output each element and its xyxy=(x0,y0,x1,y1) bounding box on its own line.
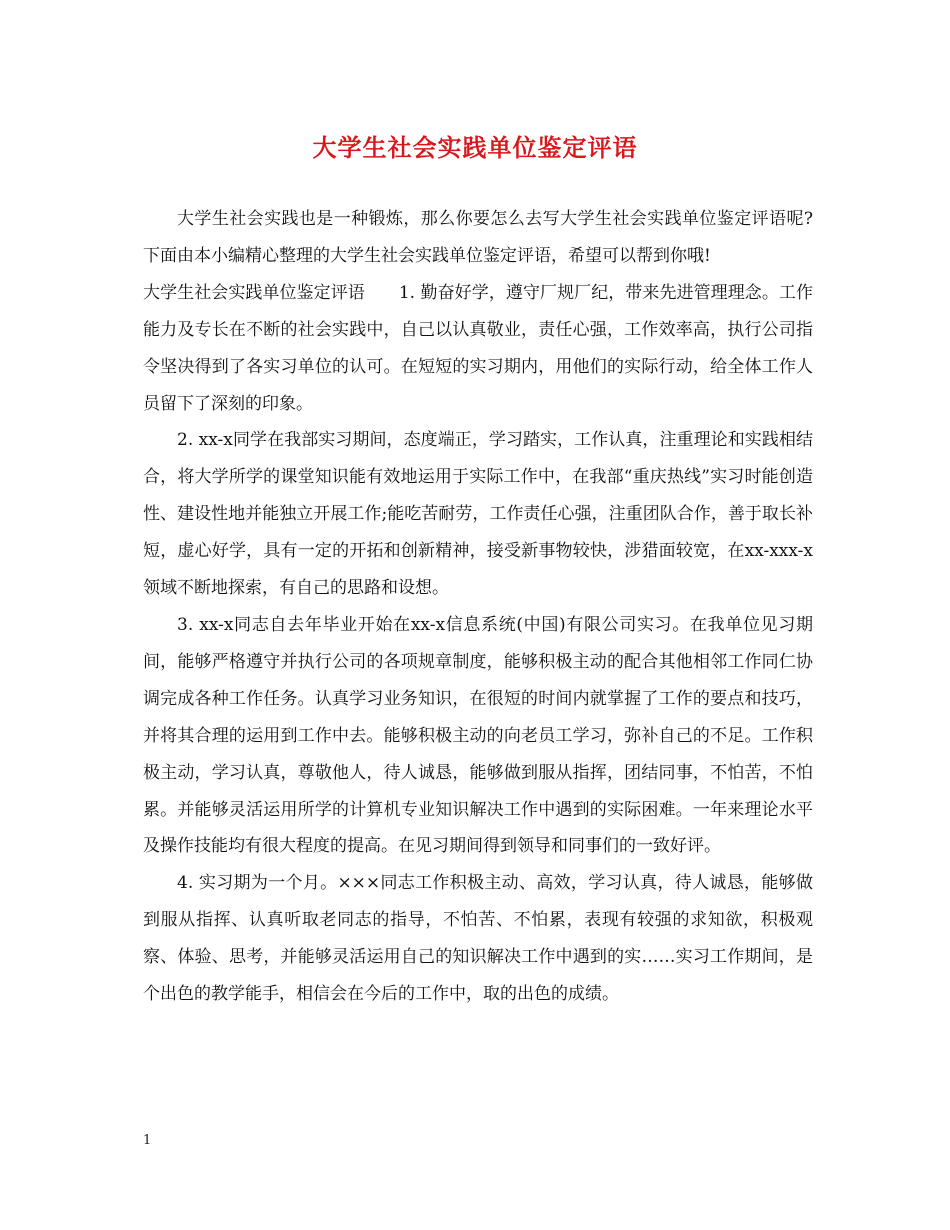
item-3-paragraph: 3. xx-x同志自去年毕业开始在xx-x信息系统(中国)有限公司实习。在我单位见习期间，能够严格遵守并执行公司的各项规章制度，能够积极主动的配合其他相邻工作同仁协调完成各种工作任务。认真学习业务知识，在很短的时间内就掌握了工作的要点和技巧，并将其合理的运用到工作中去。能够积极主动的向老员工学习，弥补自己的不足。工作积极主动，学习认真，尊敬他人，待人诚恳，能够做到服从指挥，团结同事，不怕苦，不怕累。并能够灵活运用所学的计算机专业知识解决工作中遇到的实际困难。一年来理论水平及操作技能均有很大程度的提高。在见习期间得到领导和同事们的一致好评。 xyxy=(143,614,813,857)
document-title: 大学生社会实践单位鉴定评语 xyxy=(312,133,638,162)
item-4-paragraph: 4. 实习期为一个月。×××同志工作积极主动、高效，学习认真，待人诚恳，能够做到服从指挥、认真听取老同志的指导，不怕苦、不怕累，表现有较强的求知欲，积极观察、体验、思考，并能够灵活运用自己的知识解决工作中遇到的实……实习工作期间，是个出色的教学能手，相信会在今后的工作中，取的出色的成绩。 xyxy=(143,873,813,1005)
section-heading: 大学生社会实践单位鉴定评语 xyxy=(143,282,365,303)
item-1-text: 1. 勤奋好学，遵守厂规厂纪，带来先进管理理念。工作能力及专长在不断的社会实践中，自己以认真敬业，责任心强，工作效率高，执行公司指令坚决得到了各实习单位的认可。在短短的实习期内，用他们的实际行动，给全体工作人员留下了深刻的印象。 xyxy=(143,282,813,414)
item-2-paragraph: 2. xx-x同学在我部实习期间，态度端正，学习踏实，工作认真，注重理论和实践相结合，将大学所学的课堂知识能有效地运用于实际工作中，在我部“重庆热线”实习时能创造性、建设性地并能独立开展工作;能吃苦耐劳，工作责任心强，注重团队合作，善于取长补短，虚心好学，具有一定的开拓和创新精神，接受新事物较快，涉猎面较宽，在xx-xxx-x领域不断地探索，有自己的思路和设想。 xyxy=(143,430,813,599)
page-number: 1 xyxy=(143,1133,152,1148)
intro-paragraph: 大学生社会实践也是一种锻炼，那么你要怎么去写大学生社会实践单位鉴定评语呢?下面由本小编精心整理的大学生社会实践单位鉴定评语，希望可以帮到你哦! xyxy=(143,209,813,266)
document-body xyxy=(143,201,813,1013)
section-paragraph-1 xyxy=(143,275,813,423)
